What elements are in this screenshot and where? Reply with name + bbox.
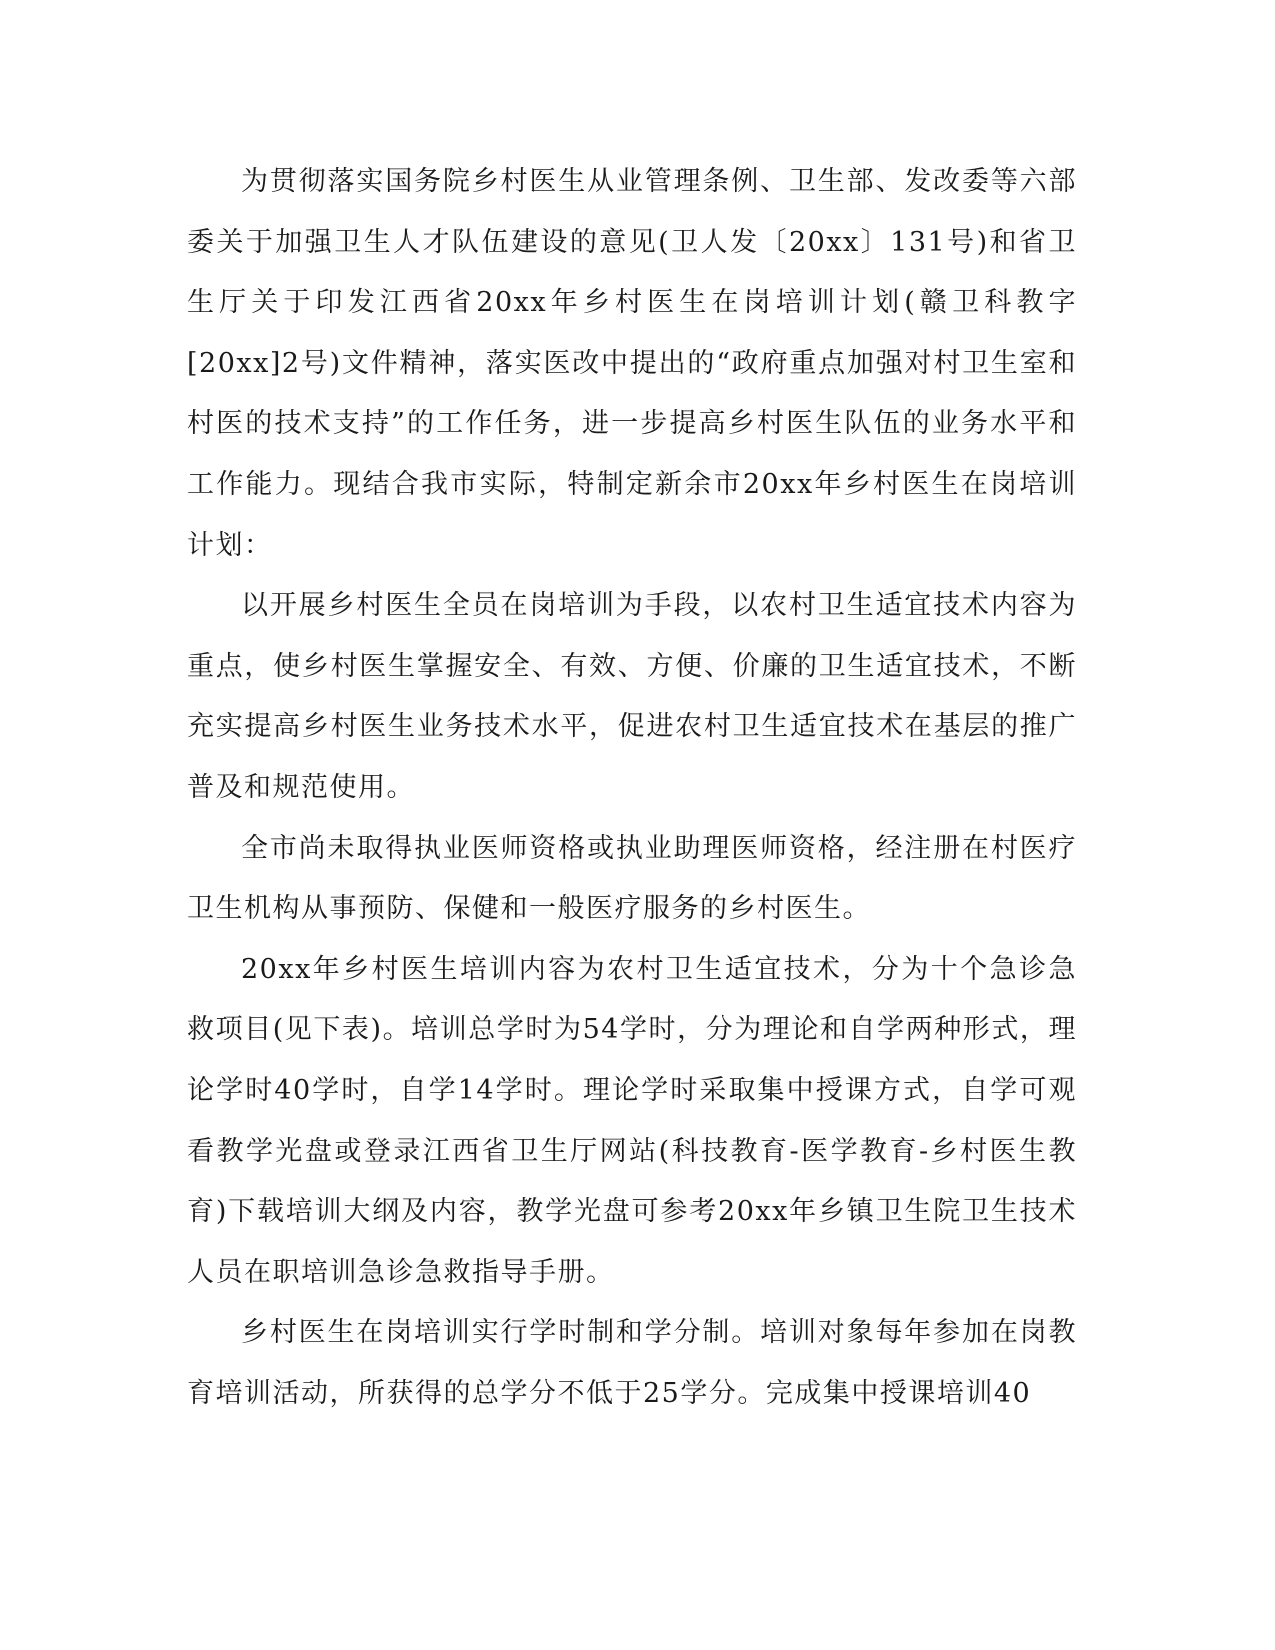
paragraph-purpose: 为贯彻落实国务院乡村医生从业管理条例、卫生部、发改委等六部委关于加强卫生人才队伍建设的意见(卫人发〔20xx〕131号)和省卫生厅关于印发江西省20xx年乡村医生在岗培训计划(赣卫科教字[20xx]2号)文件精神，落实医改中提出的“政府重点加强对村卫生室和村医的技术支持”的工作任务，进一步提高乡村医生队伍的业务水平和工作能力。现结合我市实际，特制定新余市20xx年乡村医生在岗培训计划： xyxy=(187,166,1077,561)
document-body xyxy=(187,152,1077,1424)
paragraph-credits: 乡村医生在岗培训实行学时制和学分制。培训对象每年参加在岗教育培训活动，所获得的总学分不低于25学分。完成集中授课培训40 xyxy=(187,1317,1077,1409)
paragraph-goal: 以开展乡村医生全员在岗培训为手段，以农村卫生适宜技术内容为重点，使乡村医生掌握安全、有效、方便、价廉的卫生适宜技术，不断充实提高乡村医生业务技术水平，促进农村卫生适宜技术在基层的推广普及和规范使用。 xyxy=(187,590,1077,803)
paragraph-target: 全市尚未取得执业医师资格或执业助理医师资格，经注册在村医疗卫生机构从事预防、保健和一般医疗服务的乡村医生。 xyxy=(187,832,1077,925)
paragraph-content: 20xx年乡村医生培训内容为农村卫生适宜技术，分为十个急诊急救项目(见下表)。培训总学时为54学时，分为理论和自学两种形式，理论学时40学时，自学14学时。理论学时采取集中授课方式，自学可观看教学光盘或登录江西省卫生厅网站(科技教育-医学教育-乡村医生教育)下载培训大纲及内容，教学光盘可参考20xx年乡镇卫生院卫生技术人员在职培训急诊急救指导手册。 xyxy=(187,953,1077,1288)
